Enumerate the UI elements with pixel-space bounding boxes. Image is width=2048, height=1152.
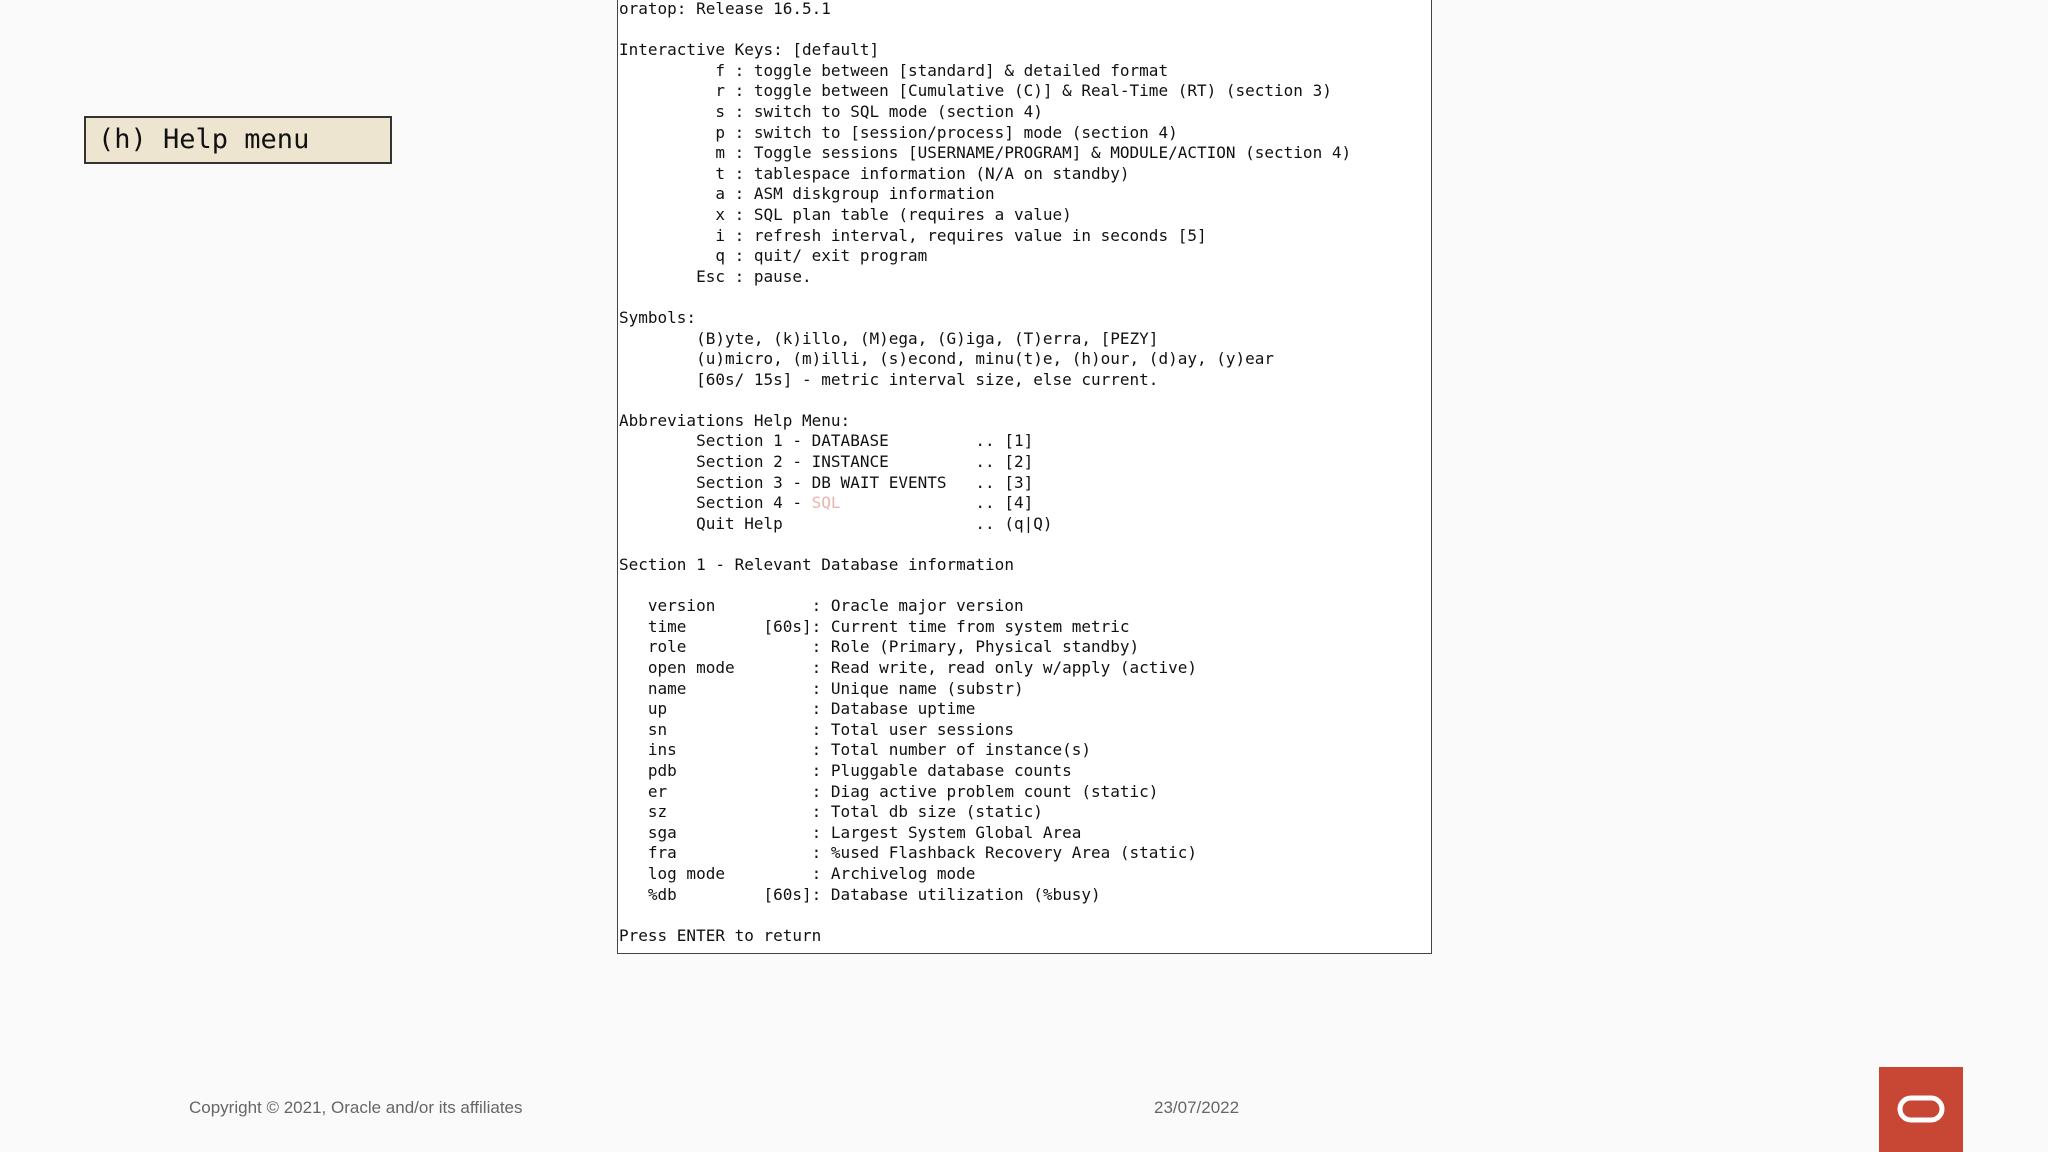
oracle-logo-icon [1879, 1067, 1963, 1152]
terminal-line: f : toggle between [standard] & detailed format [619, 60, 1169, 80]
terminal-line: ins : Total number of instance(s) [619, 740, 1092, 760]
terminal-line [619, 905, 1431, 926]
terminal-line [619, 576, 1431, 597]
terminal-line: Esc : pause. [619, 266, 812, 286]
terminal-line: Quit Help .. (q|Q) [619, 513, 1053, 533]
terminal-line: r : toggle between [Cumulative (C)] & Real-Time (RT) (section 3) [619, 81, 1332, 101]
terminal-line: p : switch to [session/process] mode (section 4) [619, 122, 1178, 142]
terminal-line: sga : Largest System Global Area [619, 822, 1082, 842]
terminal-line: Section 1 - Relevant Database information [619, 555, 1014, 575]
terminal-line: up : Database uptime [619, 699, 976, 719]
terminal-line: Symbols: [619, 307, 697, 327]
terminal-line: i : refresh interval, requires value in seconds [5] [619, 225, 1207, 245]
terminal-line: oratop: Release 16.5.1 [619, 0, 831, 18]
terminal-line: time [60s]: Current time from system metric [619, 616, 1130, 636]
oracle-logo [1879, 1067, 1963, 1152]
terminal-line: (B)yte, (k)illo, (M)ega, (G)iga, (T)erra, [PEZY] [619, 328, 1159, 348]
terminal-line: open mode : Read write, read only w/apply (active) [619, 658, 1197, 677]
terminal-line [619, 390, 1431, 411]
terminal-line: x : SQL plan table (requires a value) [619, 204, 1072, 224]
terminal-line: Abbreviations Help Menu: [619, 410, 851, 430]
terminal-line: m : Toggle sessions [USERNAME/PROGRAM] & MODULE/ACTION (section 4) [619, 143, 1352, 163]
terminal-line: Interactive Keys: [default] [619, 40, 880, 60]
terminal-line: %db [60s]: Database utilization (%busy) [619, 884, 1101, 904]
terminal-line: sn : Total user sessions [619, 719, 1014, 739]
terminal-line [619, 287, 1431, 308]
terminal-line: [60s/ 15s] - metric interval size, else current. [619, 369, 1159, 389]
terminal-line: t : tablespace information (N/A on standby) [619, 163, 1130, 183]
terminal-line: a : ASM diskgroup information [619, 184, 995, 204]
terminal-line: fra : %used Flashback Recovery Area (static) [619, 843, 1197, 863]
terminal-line: Section 4 - SQL .. [4] [619, 493, 1034, 513]
terminal-line: Press ENTER to return [619, 925, 822, 945]
terminal-line [619, 534, 1431, 555]
terminal-line: s : switch to SQL mode (section 4) [619, 101, 1043, 121]
terminal-line: version : Oracle major version [619, 596, 1024, 616]
terminal-line: q : quit/ exit program [619, 246, 928, 266]
footer-copyright: Copyright © 2021, Oracle and/or its affiliates [189, 1098, 523, 1117]
terminal-line: Section 3 - DB WAIT EVENTS .. [3] [619, 472, 1034, 492]
help-menu-label: (h) Help menu [84, 116, 392, 164]
terminal-line: (u)micro, (m)illi, (s)econd, minu(t)e, (h)our, (d)ay, (y)ear [619, 349, 1275, 369]
terminal-help-screen [617, 0, 1432, 954]
footer-date: 23/07/2022 [1154, 1098, 1240, 1117]
terminal-line: log mode : Archivelog mode [619, 863, 976, 883]
terminal-line: pdb : Pluggable database counts [619, 760, 1072, 780]
terminal-line: er : Diag active problem count (static) [619, 781, 1159, 801]
terminal-line: Section 2 - INSTANCE .. [2] [619, 452, 1034, 472]
terminal-line: role : Role (Primary, Physical standby) [619, 637, 1140, 657]
terminal-line [619, 20, 1431, 41]
terminal-line: name : Unique name (substr) [619, 678, 1024, 698]
terminal-line: sz : Total db size (static) [619, 802, 1043, 822]
terminal-line: Section 1 - DATABASE .. [1] [619, 431, 1034, 451]
